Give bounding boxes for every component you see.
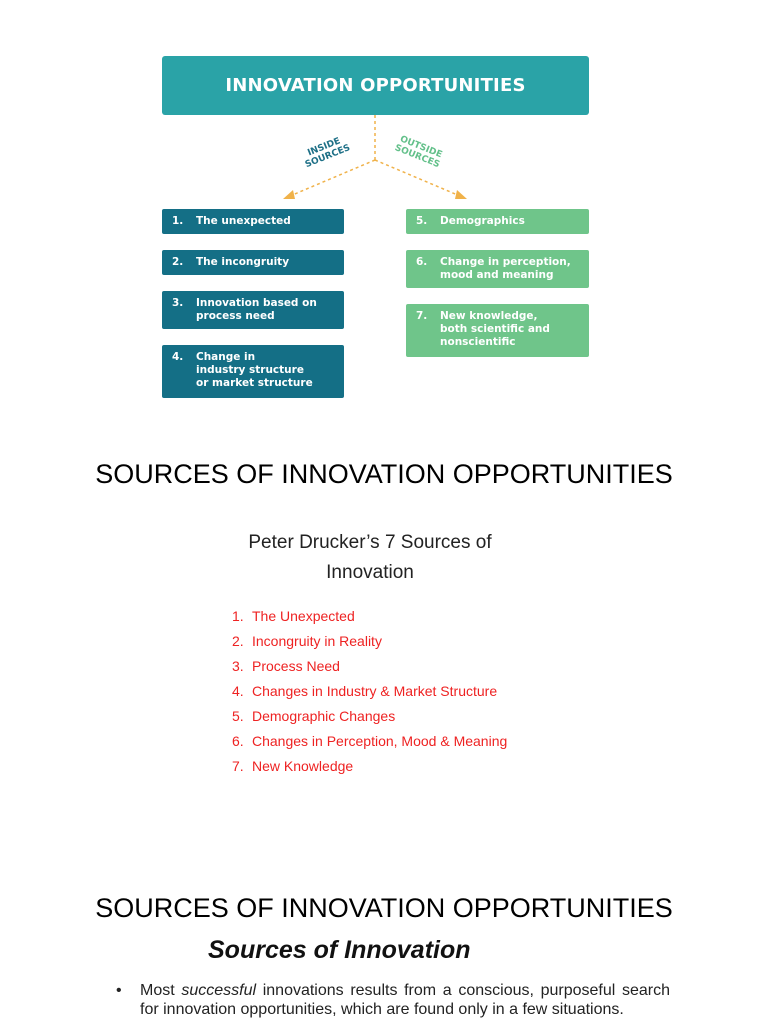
diagram-title: INNOVATION OPPORTUNITIES xyxy=(162,56,589,115)
item-text: Process Need xyxy=(252,658,340,674)
item-number: 6. xyxy=(232,733,244,749)
list-item xyxy=(230,704,530,729)
item-number: 1. xyxy=(172,215,184,227)
list-item xyxy=(230,729,530,754)
item-number: 1. xyxy=(232,608,244,624)
outside-source-box xyxy=(406,250,589,288)
bullet-icon: • xyxy=(116,982,122,999)
item-number: 3. xyxy=(232,658,244,674)
list-item xyxy=(230,679,530,704)
bullet-rest: innovations results from a conscious, purposeful search for innovation opportunities, which are found only in a few situations. xyxy=(140,982,670,1018)
item-number: 5. xyxy=(232,708,244,724)
inside-source-box xyxy=(162,345,344,398)
item-number: 6. xyxy=(416,256,428,268)
item-number: 2. xyxy=(172,256,184,268)
list-item xyxy=(230,654,530,679)
item-text: The Unexpected xyxy=(252,608,355,624)
item-text: The incongruity xyxy=(196,256,290,268)
drucker-sources-block xyxy=(230,528,530,779)
item-text: Changes in Perception, Mood & Meaning xyxy=(252,733,508,749)
arrow-left-icon xyxy=(283,190,295,199)
list-item xyxy=(230,629,530,654)
outside-sources-label: OUTSIDE SOURCES xyxy=(393,134,444,171)
item-text: The unexpected xyxy=(196,215,291,227)
item-number: 4. xyxy=(232,683,244,699)
item-number: 2. xyxy=(232,633,244,649)
section-heading: SOURCES OF INNOVATION OPPORTUNITIES xyxy=(95,459,673,489)
inside-source-box xyxy=(162,209,344,234)
item-number: 7. xyxy=(416,310,428,322)
item-text: Incongruity in Reality xyxy=(252,633,382,649)
drucker-title: Peter Drucker’s 7 Sources of Innovation xyxy=(248,532,492,583)
item-text: Demographics xyxy=(440,215,525,227)
item-text: New knowledge, both scientific and nonscientific xyxy=(440,310,550,348)
arrow-right-icon xyxy=(455,190,467,199)
item-text: Innovation based on process need xyxy=(196,297,317,322)
outside-source-box xyxy=(406,209,589,234)
list-item xyxy=(230,754,530,779)
bullet-emphasis: successful xyxy=(181,982,257,999)
drucker-list xyxy=(230,604,530,779)
item-text: Change in perception, mood and meaning xyxy=(440,256,571,281)
item-number: 4. xyxy=(172,351,184,363)
item-number: 5. xyxy=(416,215,428,227)
item-number: 7. xyxy=(232,758,244,774)
item-text: New Knowledge xyxy=(252,758,354,774)
bullet-prefix: Most xyxy=(140,982,182,999)
inside-source-box xyxy=(162,250,344,275)
slide-title: Sources of Innovation xyxy=(208,936,471,964)
item-number: 3. xyxy=(172,297,184,309)
item-text: Change in industry structure or market structure xyxy=(196,351,313,389)
sources-of-innovation-slide xyxy=(92,934,676,1024)
inside-sources-label: INSIDE SOURCES xyxy=(303,136,352,171)
list-item xyxy=(230,604,530,629)
outside-source-box xyxy=(406,304,589,357)
bullet-text xyxy=(116,981,670,1019)
section-heading: SOURCES OF INNOVATION OPPORTUNITIES xyxy=(95,893,673,923)
innovation-opportunities-diagram xyxy=(0,0,768,420)
item-text: Changes in Industry & Market Structure xyxy=(252,683,498,699)
item-text: Demographic Changes xyxy=(252,708,396,724)
inside-source-box xyxy=(162,291,344,329)
